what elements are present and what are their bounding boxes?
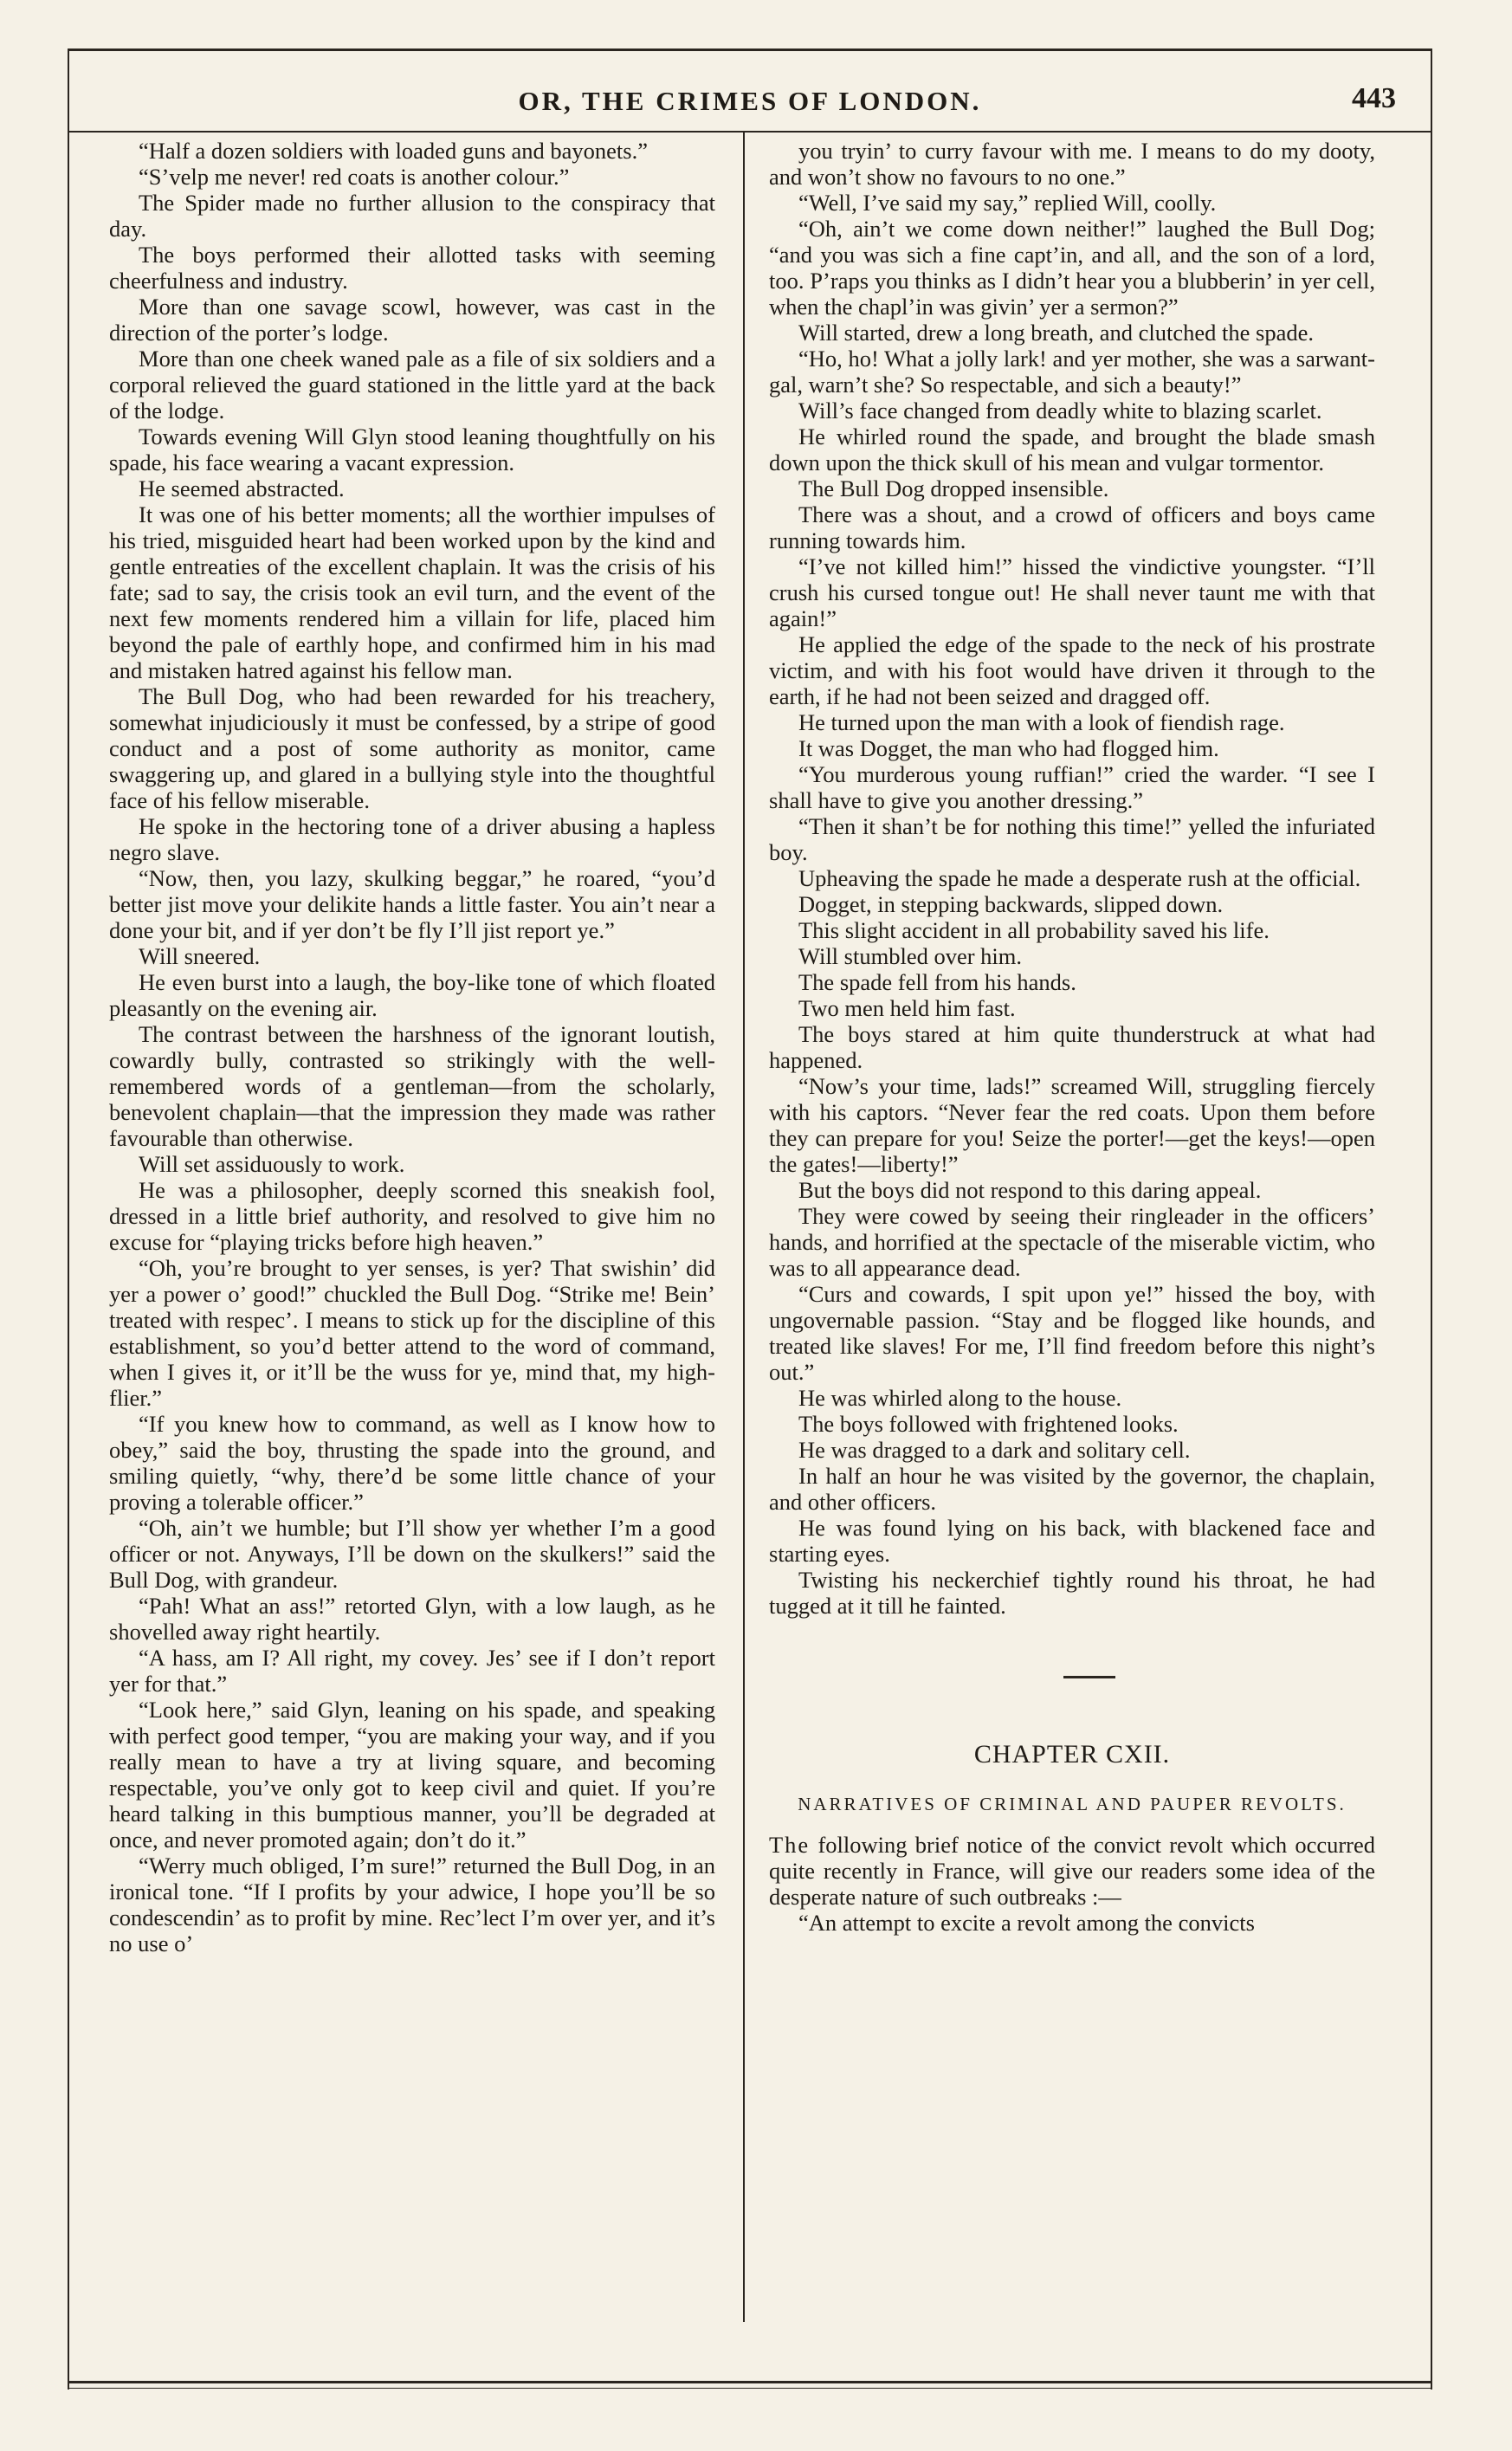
page-header	[69, 51, 1431, 133]
paragraph: But the boys did not respond to this daring appeal.	[798, 1177, 1262, 1203]
paragraph: you tryin’ to curry favour with me. I means to do my dooty, and won’t show no favours to no one.”	[769, 138, 1375, 190]
paragraph: “Oh, ain’t we come down neither!” laughed the Bull Dog; “and you was sich a fine capt’in, and all, and the son of a lord, too. P’raps you thinks as I didn’t hear you a blubberin’ in yer cell, when the chapl’in was givin’ yer a sermon?”	[769, 216, 1375, 320]
paragraph: He turned upon the man with a look of fiendish rage.	[798, 709, 1285, 735]
paragraph: “A hass, am I? All right, my covey. Jes’ see if I don’t report yer for that.”	[109, 1645, 715, 1697]
page-number: 443	[1352, 82, 1396, 114]
paragraph: Two men held him fast.	[798, 995, 1016, 1021]
paragraph: The boys followed with frightened looks.	[798, 1411, 1179, 1437]
column-divider	[743, 131, 745, 2322]
paragraph: “Now, then, you lazy, skulking beggar,” he roared, “you’d better jist move your delikite hands a little faster. You ain’t near a done your bit, and if yer don’t be fly I’ll jist report ye.”	[109, 865, 715, 943]
paragraph: The contrast between the harshness of the ignorant loutish, cowardly bully, contrasted so strikingly with the well-remembered words of a gentleman—from the scholarly, benevolent chaplain—that the impression they made was rather favourable than otherwise.	[109, 1021, 715, 1151]
paragraph: He was whirled along to the house.	[798, 1385, 1122, 1411]
paragraph: Will started, drew a long breath, and clutched the spade.	[798, 320, 1314, 346]
paragraph: This slight accident in all probability saved his life.	[798, 917, 1270, 943]
paragraph: “Then it shan’t be for nothing this time!” yelled the infuriated boy.	[769, 813, 1375, 865]
paragraph: Will’s face changed from deadly white to blazing scarlet.	[798, 398, 1322, 424]
paragraph: They were cowed by seeing their ringleader in the officers’ hands, and horrified at the spectacle of the miserable victim, who was to all appearance dead.	[769, 1203, 1375, 1281]
paragraph: He was found lying on his back, with blackened face and starting eyes.	[769, 1515, 1375, 1567]
paragraph: The Bull Dog dropped insensible.	[798, 475, 1109, 501]
paragraph: Will stumbled over him.	[798, 943, 1023, 969]
lead-word: The	[769, 1832, 811, 1858]
chapter-title: CHAPTER CXII.	[973, 1740, 1171, 1769]
running-title: OR, THE CRIMES OF LONDON.	[518, 86, 982, 116]
paragraph: In half an hour he was visited by the governor, the chaplain, and other officers.	[769, 1463, 1375, 1515]
paragraph: “S’velp me never! red coats is another colour.”	[139, 164, 570, 190]
paragraph: It was one of his better moments; all the worthier impulses of his tried, misguided heart had been worked upon by the kind and gentle entreaties of the excellent chaplain. It was the crisis of his fate; sad to say, the crisis took an evil turn, and the event of the next few moments rendered him a villain for life, placed him beyond the pale of earthly hope, and confirmed him in his mad and mistaken hatred against his fellow man.	[109, 501, 715, 683]
section-ornament	[769, 1653, 1375, 1704]
paragraph: “If you knew how to command, as well as I know how to obey,” said the boy, thrusting the spade into the ground, and smiling quietly, “why, there’d be some little chance of your proving a tolerable officer.”	[109, 1411, 715, 1515]
paragraph: The Spider made no further allusion to the conspiracy that day.	[109, 190, 715, 242]
paragraph: “Pah! What an ass!” retorted Glyn, with a low laugh, as he shovelled away right heartily.	[109, 1593, 715, 1645]
paragraph: “I’ve not killed him!” hissed the vindictive youngster. “I’ll crush his cursed tongue out! He shall never taunt me with that again!”	[769, 553, 1375, 631]
chapter-opening-paragraph	[769, 1832, 1375, 1910]
paragraph: “Oh, ain’t we humble; but I’ll show yer whether I’m a good officer or not. Anyways, I’ll be down on the skulkers!” said the Bull Dog, with grandeur.	[109, 1515, 715, 1593]
paragraph: Will set assiduously to work.	[139, 1151, 405, 1177]
paragraph: Upheaving the spade he made a desperate rush at the official.	[798, 865, 1361, 891]
paragraph: More than one cheek waned pale as a file of six soldiers and a corporal relieved the guard stationed in the little yard at the back of the lodge.	[109, 346, 715, 424]
paragraph: Dogget, in stepping backwards, slipped down.	[798, 891, 1224, 917]
paragraph: “Now’s your time, lads!” screamed Will, struggling fiercely with his captors. “Never fear the red coats. Upon them before they can prepare for you! Seize the porter!—get the keys!—open the gates!—liberty!”	[769, 1073, 1375, 1177]
chapter-quote-start: “An attempt to excite a revolt among the convicts	[798, 1910, 1255, 1936]
paragraph: More than one savage scowl, however, was cast in the direction of the porter’s lodge.	[109, 294, 715, 346]
paragraph: “Well, I’ve said my say,” replied Will, coolly.	[798, 190, 1217, 216]
paragraph: He was a philosopher, deeply scorned this sneakish fool, dressed in a little brief authority, and resolved to give him no excuse for “playing tricks before high heaven.”	[109, 1177, 715, 1255]
paragraph: Twisting his neckerchief tightly round his throat, he had tugged at it till he fainted.	[769, 1567, 1375, 1619]
paragraph: “Ho, ho! What a jolly lark! and yer mother, she was a sarwant-gal, warn’t she? So respectable, and sich a beauty!”	[769, 346, 1375, 398]
left-column	[109, 138, 715, 1956]
paragraph: He whirled round the spade, and brought the blade smash down upon the thick skull of his mean and vulgar tormentor.	[769, 424, 1375, 475]
paragraph: “Oh, you’re brought to yer senses, is yer? That swishin’ did yer a power o’ good!” chuckled the Bull Dog. “Strike me! Bein’ treated with respec’. I means to stick up for the discipline of this establishment, so you’d better attend to the word of command, when I gives it, or it’ll be the wuss for ye, mind that, my high-flier.”	[109, 1255, 715, 1411]
paragraph: The boys stared at him quite thunderstruck at what had happened.	[769, 1021, 1375, 1073]
paragraph: He even burst into a laugh, the boy-like tone of which floated pleasantly on the evening air.	[109, 969, 715, 1021]
paragraph: “Look here,” said Glyn, leaning on his spade, and speaking with perfect good temper, “you are making your way, and if you really mean to have a try at living square, and becoming respectable, you’ve only got to keep civil and quiet. If you’re heard talking in this bumptious manner, you’ll be degraded at once, and never promoted again; don’t do it.”	[109, 1697, 715, 1853]
paragraph: He applied the edge of the spade to the neck of his prostrate victim, and with his foot would have driven it through to the earth, if he had not been seized and dragged off.	[769, 631, 1375, 709]
paragraph: The boys performed their allotted tasks with seeming cheerfulness and industry.	[109, 242, 715, 294]
paragraph: The spade fell from his hands.	[798, 969, 1076, 995]
right-column	[769, 138, 1375, 1936]
paragraph: He was dragged to a dark and solitary cell.	[798, 1437, 1191, 1463]
chapter-subtitle: NARRATIVES OF CRIMINAL AND PAUPER REVOLTS.	[798, 1794, 1347, 1814]
right-column-text	[769, 138, 1375, 1619]
paragraph: The Bull Dog, who had been rewarded for his treachery, somewhat injudiciously it must be confessed, by a stripe of good conduct and a post of some authority as monitor, came swaggering up, and glared in a bullying style into the thoughtful face of his fellow miserable.	[109, 683, 715, 813]
paragraph: He spoke in the hectoring tone of a driver abusing a hapless negro slave.	[109, 813, 715, 865]
paragraph: “Werry much obliged, I’m sure!” returned the Bull Dog, in an ironical tone. “If I profits by your adwice, I hope you’ll be so condescendin’ as to profit by mine. Rec’lect I’m over yer, and it’s no use o’	[109, 1853, 715, 1956]
footer-rule	[69, 2381, 1431, 2383]
paragraph: He seemed abstracted.	[139, 475, 345, 501]
paragraph: Will sneered.	[139, 943, 261, 969]
paragraph: “Curs and cowards, I spit upon ye!” hissed the boy, with ungovernable passion. “Stay and be flogged like hounds, and treated like slaves! For me, I’ll find freedom before this night’s out.”	[769, 1281, 1375, 1385]
paragraph: It was Dogget, the man who had flogged him.	[798, 735, 1219, 761]
paragraph: Towards evening Will Glyn stood leaning thoughtfully on his spade, his face wearing a vacant expression.	[109, 424, 715, 475]
paragraph: There was a shout, and a crowd of officers and boys came running towards him.	[769, 501, 1375, 553]
opening-text: following brief notice of the convict revolt which occurred quite recently in France, will give our readers some idea of the desperate nature of such outbreaks :—	[769, 1832, 1376, 1910]
footer-rule-thin	[69, 2388, 1431, 2389]
paragraph: “You murderous young ruffian!” cried the warder. “I see I shall have to give you another dressing.”	[769, 761, 1375, 813]
newspaper-page	[68, 49, 1432, 2390]
paragraph: “Half a dozen soldiers with loaded guns and bayonets.”	[139, 138, 648, 164]
